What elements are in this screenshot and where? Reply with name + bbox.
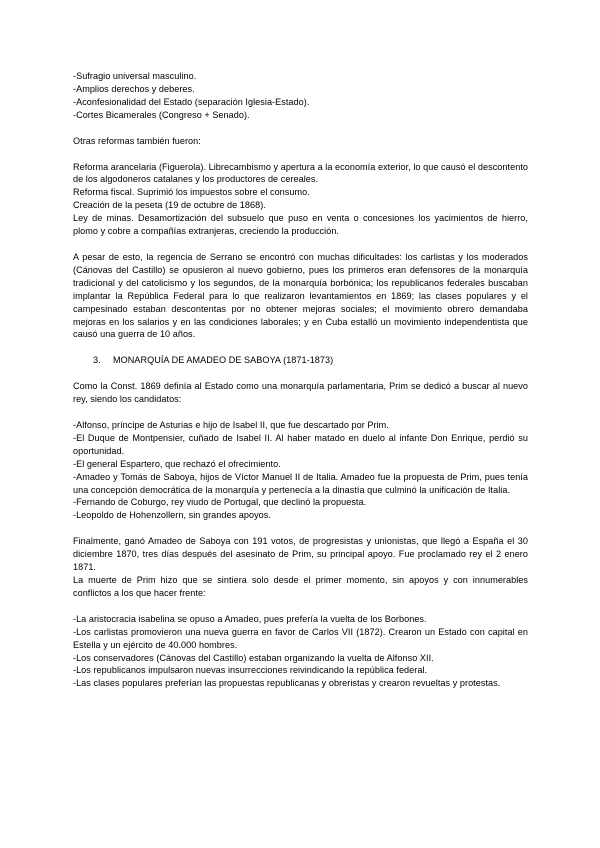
document-page xyxy=(73,70,528,690)
list-item: Reforma arancelaria (Figuerola). Librecambismo y apertura a la economía exterior, lo que causó el descontento de los algodoneros catalanes y los productores de cereales. xyxy=(73,161,528,185)
list-item: Creación de la peseta (19 de octubre de 1868). xyxy=(73,200,266,211)
list-item: -Amplios derechos y deberes. xyxy=(73,83,195,94)
paragraph: Finalmente, ganó Amadeo de Saboya con 191 votos, de progresistas y unionistas, que llegó a España el 30 diciembre 1870, tres días después del asesinato de Prim, su principal apoyo. Fue proclamado rey el 2 enero 1871. xyxy=(73,536,528,573)
list-item: -Los republicanos impulsaron nuevas insurrecciones reivindicando la república federal. xyxy=(73,665,428,676)
paragraph: Como la Const. 1869 definía al Estado como una monarquía parlamentaria, Prim se dedicó a buscar al nuevo rey, siendo los candidatos: xyxy=(73,381,528,405)
list-item: -La aristocracia isabelina se opuso a Amadeo, pues prefería la vuelta de los Borbones. xyxy=(73,613,427,624)
paragraph: La muerte de Prim hizo que se sintiera solo desde el primer momento, sin apoyos y con innumerables conflictos a los que hacer frente: xyxy=(73,575,528,598)
list-item: Ley de minas. Desamortización del subsuelo que puso en venta o concesiones los yacimientos de hierro, plomo y cobre a compañías extranjeras, creciendo la producción. xyxy=(73,213,528,237)
paragraph: A pesar de esto, la regencia de Serrano se encontró con muchas dificultades: los carlistas y los moderados (Cánovas del Castillo) se opusieron al nuevo gobierno, pues los primeros eran defensores de la monarquía tradicional y del catolicismo y los segundos, de la monarquía borbónica; los republicanos federales buscaban implantar la República Federal para lo que realizaron levantamientos en 1869; las clases populares y el campesinado estaban descontentas por no obtener mejoras sociales; el movimiento obrero demandaba mejoras en los salarios y en las condiciones laborales; y en Cuba estalló un movimiento independentista que causó una guerra de 10 años. xyxy=(73,251,528,340)
list-item: -Aconfesionalidad del Estado (separación Iglesia-Estado). xyxy=(73,96,310,107)
list-item: -Las clases populares preferían las propuestas republicanas y obreristas y crearon revueltas y protestas. xyxy=(73,678,501,689)
list-item: -Alfonso, príncipe de Asturias e hijo de Isabel II, que fue descartado por Prim. xyxy=(73,420,389,431)
list-item: Reforma fiscal. Suprimió los impuestos sobre el consumo. xyxy=(73,187,310,198)
list-item: -Los carlistas promovieron una nueva guerra en favor de Carlos VII (1872). Crearon un Estado con capital en Estella y un ejército de 40.000 hombres. xyxy=(73,626,528,650)
list-item: -El general Espartero, que rechazó el ofrecimiento. xyxy=(73,458,281,469)
list-item: -Sufragio universal masculino. xyxy=(73,71,197,81)
section-title: MONARQUÍA DE AMADEO DE SABOYA (1871-1873) xyxy=(113,355,334,366)
list-item: -Los conservadores (Cánovas del Castillo) estaban organizando la vuelta de Alfonso XII. xyxy=(73,652,434,663)
list-item: -Cortes Bicamerales (Congreso + Senado). xyxy=(73,109,250,120)
section-heading xyxy=(73,354,528,367)
section-number: 3. xyxy=(93,355,101,366)
list-item: -El Duque de Montpensier, cuñado de Isabel II. Al haber matado en duelo al infante Don Enrique, perdió su oportunidad. xyxy=(73,432,528,456)
list-item: -Amadeo y Tomás de Saboya, hijos de Víctor Manuel II de Italia. Amadeo fue la propuesta de Prim, pues tenía una concepción democrática de la monarquía y pertenecía a la dinastía que culminó la unificación de Italia. xyxy=(73,471,528,495)
list-item: -Fernando de Coburgo, rey viudo de Portugal, que declinó la propuesta. xyxy=(73,497,367,508)
list-item: -Leopoldo de Hohenzollern, sin grandes apoyos. xyxy=(73,510,271,521)
paragraph: Otras reformas también fueron: xyxy=(73,135,201,146)
